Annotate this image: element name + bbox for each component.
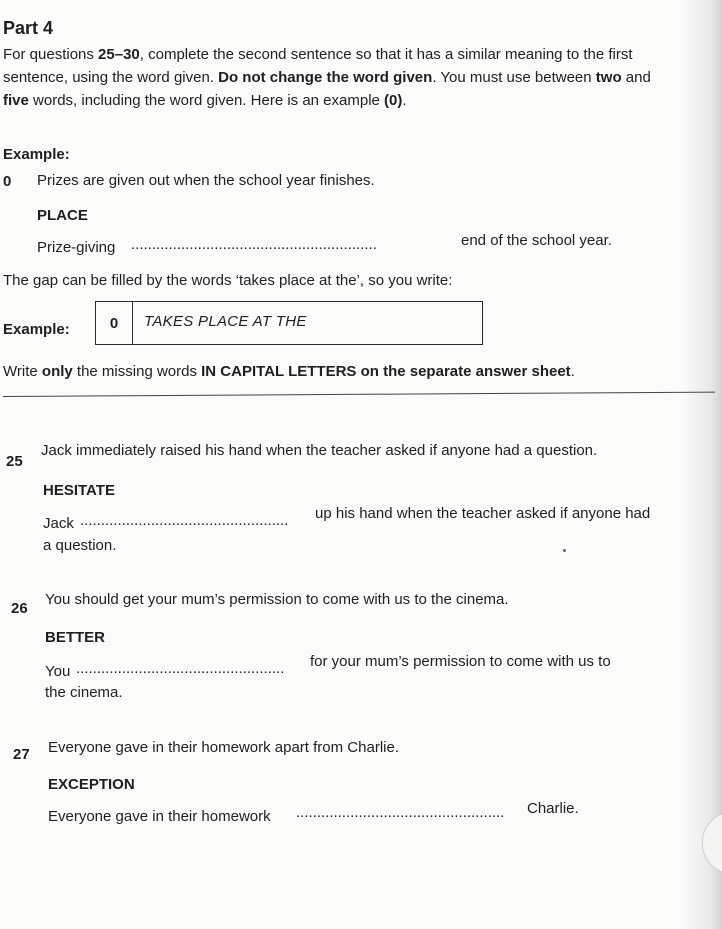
text-run: , complete the second sentence so that it has a similar meaning to the first [139,46,633,63]
question-27-answer-dots[interactable]: .................................................. [296,804,505,821]
example-answer-end: end of the school year. [461,232,612,249]
question-27-end: Charlie. [527,800,579,817]
example-answer-start: Prize-giving [37,239,116,256]
example-box-label: Example: [3,321,70,338]
instructions-line-3 [3,91,407,111]
text-run: . [402,92,407,109]
bold-text-run: (0) [384,92,403,109]
bold-text-run: Do not change the word given [218,69,433,86]
example-number: 0 [3,173,12,190]
question-25-start: Jack [43,515,74,532]
question-26-number: 26 [11,600,28,617]
question-25-answer-dots[interactable]: .................................................. [80,512,289,529]
part-title: Part 4 [3,18,54,38]
question-26-end-line2: the cinema. [45,684,123,701]
question-26-keyword: BETTER [45,629,105,646]
text-run: words, including the word given. Here is an example [28,92,385,109]
question-25-sentence: Jack immediately raised his hand when the teacher asked if anyone had a question. [41,442,598,459]
example-explanation: The gap can be filled by the words ‘takes place at the’, so you write: [3,272,453,289]
example-box-answer: TAKES PLACE AT THE [144,313,307,330]
bold-text-run: two [595,69,622,86]
bold-text-run: only [41,363,73,380]
instructions-line-1 [3,45,633,65]
question-26-end: for your mum’s permission to come with us to [310,653,611,670]
example-heading: Example: [3,146,70,163]
text-run: the missing words [72,363,202,380]
text-run: sentence, using the word given. [3,69,219,86]
question-26-answer-dots[interactable]: .................................................. [76,660,285,677]
example-sentence: Prizes are given out when the school year finishes. [37,172,375,189]
text-run: For questions [3,46,99,63]
question-27-keyword: EXCEPTION [48,776,135,793]
text-run: . [570,363,575,380]
question-26-sentence: You should get your mum’s permission to come with us to the cinema. [45,591,509,608]
dust-speck [563,549,566,552]
question-25-keyword: HESITATE [43,482,115,499]
question-25-end-line2: a question. [43,537,117,554]
question-27-start: Everyone gave in their homework [48,808,271,825]
bold-text-run: IN CAPITAL LETTERS on the separate answer sheet [201,363,571,380]
question-27-number: 27 [13,746,30,763]
question-26-start: You [45,663,71,680]
text-run: . You must use between [432,69,596,86]
question-25-number: 25 [6,453,23,470]
example-answer-box [95,301,483,345]
example-box-number: 0 [96,302,133,344]
page-edge-shadow [682,0,722,929]
instructions-line-2 [3,68,651,88]
example-answer-dots: ........................................................... [131,236,377,253]
bold-text-run: five [3,92,29,109]
example-keyword: PLACE [37,207,88,224]
question-25-end: up his hand when the teacher asked if anyone had [315,505,651,522]
write-note [3,362,575,382]
text-run: Write [3,363,42,380]
bold-text-run: 25–30 [98,46,140,63]
question-27-sentence: Everyone gave in their homework apart from Charlie. [48,739,399,756]
divider-line [3,392,715,397]
text-run: and [621,69,651,86]
